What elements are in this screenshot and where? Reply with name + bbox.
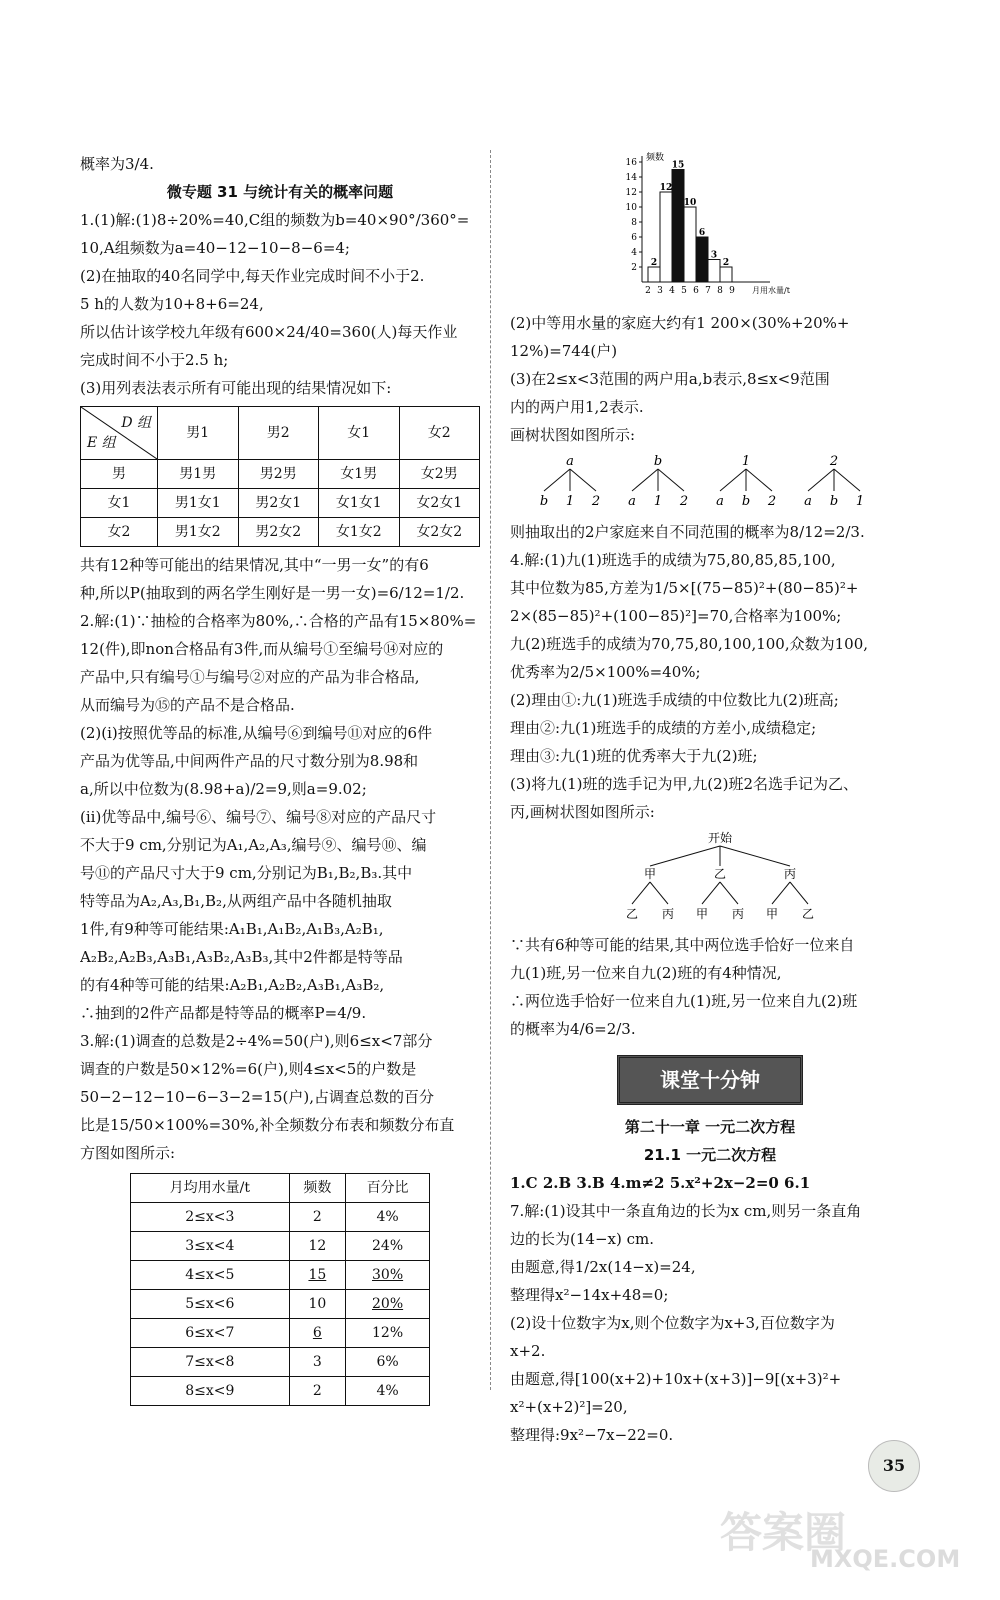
tree-leaf: a [716, 494, 724, 509]
count-cell: 2 [289, 1377, 346, 1406]
section-title: 21.1 一元二次方程 [643, 1146, 777, 1164]
tree-branch [658, 469, 684, 491]
bar-value-label: 6 [698, 228, 706, 238]
watermark-url: MXQE.COM [810, 1545, 961, 1573]
table-cell: 女1男 [319, 460, 400, 489]
text-line: 共有12种等可能出的结果情况,其中“一男一女”的有6 [80, 556, 429, 574]
count-cell: 3 [289, 1348, 346, 1377]
tree-node: 甲 [643, 867, 657, 881]
x-tick-label: 3 [657, 286, 663, 296]
bar-value-label: 12 [659, 183, 673, 193]
count-cell [289, 1319, 346, 1348]
tree-leaf: b [741, 494, 751, 509]
intro-line: 概率为3/4. [80, 155, 154, 173]
tree-leaf: b [539, 494, 549, 509]
text-line: ∴两位选手恰好一位来自九(1)班,另一位来自九(2)班 [510, 992, 858, 1010]
frequency-table [130, 1173, 430, 1406]
text-line: (3)用列表法表示所有可能出现的结果情况如下: [80, 379, 392, 397]
tree-root: 1 [741, 454, 751, 469]
column-divider [490, 150, 491, 1390]
column-header: 月均用水量/t [131, 1174, 290, 1203]
table-cell: 男2女2 [238, 518, 319, 547]
text-line: x+2. [510, 1342, 546, 1360]
tree-branch [720, 882, 738, 904]
text-line: 的概率为4/6=2/3. [510, 1020, 636, 1038]
bar-value-label: 10 [683, 198, 697, 208]
d-group-label: D 组 [121, 415, 151, 431]
table-row [81, 489, 480, 518]
right-column [510, 150, 910, 1449]
percent-cell: 4% [346, 1203, 430, 1232]
tree-leaf: a [628, 494, 636, 509]
text-line: (2)理由①:九(1)班选手成绩的中位数比九(2)班高; [510, 691, 839, 709]
tree-branch [632, 469, 658, 491]
tree-branch [632, 882, 650, 904]
range-cell: 8≤x<9 [131, 1377, 290, 1406]
filled-answer: 6 [312, 1325, 322, 1341]
text-line: 内的两户用1,2表示. [510, 398, 644, 416]
text-line: 九(2)班选手的成绩为70,75,80,100,100,众数为100, [510, 635, 869, 653]
section-banner: 课堂十分钟 [617, 1055, 803, 1105]
range-cell: 3≤x<4 [131, 1232, 290, 1261]
tree-branch [720, 846, 790, 866]
page-number: 35 [868, 1440, 920, 1492]
tree-root: b [653, 454, 663, 469]
answer-list: 1.C 2.B 3.B 4.m≠2 5.x²+2x−2=0 6.1 [510, 1174, 811, 1192]
table-header-row [131, 1174, 430, 1203]
problem-7 [510, 1197, 910, 1449]
table-corner-cell [81, 407, 158, 460]
tree-root: a [566, 454, 574, 469]
tree-branch [650, 882, 668, 904]
tree-branch [790, 882, 808, 904]
text-line: 号⑪的产品尺寸大于9 cm,分别记为B₁,B₂,B₃.其中 [80, 864, 413, 882]
tree-leaf: 1 [855, 494, 865, 509]
column-header: 百分比 [346, 1174, 430, 1203]
tree-node: 乙 [713, 867, 727, 881]
bar-value-label: 2 [722, 258, 730, 268]
x-tick-label: 2 [645, 286, 651, 296]
table-cell: 女2女1 [399, 489, 480, 518]
text-line: 从而编号为⑮的产品不是合格品. [80, 696, 295, 714]
text-line: (ii)优等品中,编号⑥、编号⑦、编号⑧对应的产品尺寸 [80, 808, 437, 826]
text-line: A₂B₂,A₂B₃,A₃B₁,A₃B₂,A₃B₃,其中2件都是特等品 [80, 948, 403, 966]
problem-4-end [510, 931, 910, 1043]
table-header-row [81, 407, 480, 460]
table-cell: 女1女2 [319, 518, 400, 547]
tree-leaf: b [829, 494, 839, 509]
tree-leaf: a [804, 494, 812, 509]
histogram-bar [720, 267, 732, 282]
text-line: ∴抽到的2件产品都是特等品的概率P=4/9. [80, 1004, 367, 1022]
tree-branch [650, 846, 720, 866]
text-line: 调查的户数是50×12%=6(户),则4≤x<5的户数是 [80, 1060, 417, 1078]
table-row [131, 1319, 430, 1348]
text-line: 50−2−12−10−6−3−2=15(户),占调查总数的百分 [80, 1088, 434, 1106]
text-line: 边的长为(14−x) cm. [510, 1230, 654, 1248]
filled-answer: 20% [372, 1296, 404, 1312]
table-row [131, 1261, 430, 1290]
text-line: 产品中,只有编号①与编号②对应的产品为非合格品, [80, 668, 420, 686]
text-line: (3)在2≤x<3范围的两户用a,b表示,8≤x<9范围 [510, 370, 830, 388]
y-tick-label: 8 [631, 218, 637, 228]
range-cell: 4≤x<5 [131, 1261, 290, 1290]
text-line: 所以估计该学校九年级有600×24/40=360(人)每天作业 [80, 323, 458, 341]
row-header: 女2 [81, 518, 158, 547]
text-line: 12%)=744(户) [510, 342, 618, 360]
text-line: 1.(1)解:(1)8÷20%=40,C组的频数为b=40×90°/360°= [80, 211, 470, 229]
problem-3-continued [510, 309, 910, 449]
text-line: 丙,画树状图如图所示: [510, 803, 655, 821]
tree-branch [808, 469, 834, 491]
table-cell: 女1女1 [319, 489, 400, 518]
tree-leaf: 1 [565, 494, 575, 509]
column-header: 女1 [319, 407, 400, 460]
table-row [131, 1377, 430, 1406]
table-cell: 男1女1 [158, 489, 239, 518]
column-header: 男2 [238, 407, 319, 460]
text-line: 完成时间不小于2.5 h; [80, 351, 229, 369]
tree-leaf: 乙 [801, 907, 815, 921]
range-cell: 2≤x<3 [131, 1203, 290, 1232]
tree-diagram-1 [510, 453, 910, 509]
tree-branch [772, 882, 790, 904]
range-cell: 5≤x<6 [131, 1290, 290, 1319]
problem-3 [80, 1027, 480, 1167]
text-line: 3.解:(1)调查的总数是2÷4%=50(户),则6≤x<7部分 [80, 1032, 433, 1050]
text-line: (2)在抽取的40名同学中,每天作业完成时间不小于2. [80, 267, 425, 285]
text-line: 方图如图所示: [80, 1144, 176, 1162]
text-line: 其中位数为85,方差为1/5×[(75−85)²+(80−85)²+ [510, 579, 859, 597]
left-column [80, 150, 480, 1406]
text-line: 特等品为A₂,A₃,B₁,B₂,从两组产品中各随机抽取 [80, 892, 392, 910]
text-line: 由题意,得1/2x(14−x)=24, [510, 1258, 696, 1276]
column-header: 男1 [158, 407, 239, 460]
text-line: (2)设十位数字为x,则个位数字为x+3,百位数字为 [510, 1314, 835, 1332]
y-tick-label: 4 [631, 248, 637, 258]
problem-1 [80, 206, 480, 402]
x-tick-label: 9 [729, 286, 735, 296]
tree-root: 2 [829, 454, 839, 469]
tree-leaf: 甲 [695, 907, 709, 921]
text-line: 的有4种等可能的结果:A₂B₁,A₂B₂,A₃B₁,A₃B₂, [80, 976, 385, 994]
y-tick-label: 14 [625, 173, 637, 183]
bar-value-label: 2 [650, 258, 658, 268]
tree-leaf: 2 [591, 494, 601, 509]
tree-leaf: 2 [767, 494, 777, 509]
frequency-histogram [620, 150, 800, 300]
histogram-bar [696, 237, 708, 282]
x-tick-label: 6 [693, 286, 699, 296]
count-cell: 2 [289, 1203, 346, 1232]
range-cell: 7≤x<8 [131, 1348, 290, 1377]
bar-value-label: 15 [671, 160, 685, 171]
bar-value-label: 3 [710, 250, 718, 261]
tree-branch [544, 469, 570, 491]
text-line: 12(件),即non合格品有3件,而从编号①至编号⑭对应的 [80, 640, 444, 658]
e-group-label: E 组 [87, 435, 116, 451]
text-line: 则抽取出的2户家庭来自不同范围的概率为8/12=2/3. [510, 523, 865, 541]
table-cell: 男1女2 [158, 518, 239, 547]
range-cell: 6≤x<7 [131, 1319, 290, 1348]
percent-cell: 12% [346, 1319, 430, 1348]
y-axis-label: 频数 [646, 153, 665, 163]
text-line: (2)中等用水量的家庭大约有1 200×(30%+20%+ [510, 314, 850, 332]
percent-cell: 4% [346, 1377, 430, 1406]
x-axis-label: 月用水量/t [752, 286, 790, 295]
table-row [131, 1348, 430, 1377]
y-tick-label: 6 [631, 233, 637, 243]
text-line: ∵共有6种等可能的结果,其中两位选手恰好一位来自 [510, 936, 855, 954]
text-line: 理由③:九(1)班的优秀率大于九(2)班; [510, 747, 758, 765]
percent-cell: 6% [346, 1348, 430, 1377]
y-tick-label: 2 [631, 263, 637, 273]
text-line: 画树状图如图所示: [510, 426, 636, 444]
text-line: (3)将九(1)班的选手记为甲,九(2)班2名选手记为乙、 [510, 775, 859, 793]
text-line: a,所以中位数为(8.98+a)/2=9,则a=9.02; [80, 780, 367, 798]
text-line: x²+(x+2)²]=20, [510, 1398, 628, 1416]
y-tick-label: 12 [625, 188, 637, 198]
column-header: 频数 [289, 1174, 346, 1203]
table-row [131, 1290, 430, 1319]
histogram-bar [672, 170, 684, 283]
y-tick-label: 10 [625, 203, 637, 213]
table-row [131, 1232, 430, 1261]
text-line: 10,A组频数为a=40−12−10−8−6=4; [80, 239, 350, 257]
percent-cell [346, 1261, 430, 1290]
text-line: 5 h的人数为10+8+6=24, [80, 295, 264, 313]
text-line: 不大于9 cm,分别记为A₁,A₂,A₃,编号⑨、编号⑩、编 [80, 836, 427, 854]
filled-answer: 15 [308, 1267, 327, 1283]
percent-cell [346, 1290, 430, 1319]
filled-answer: 30% [372, 1267, 404, 1283]
outcome-table [80, 406, 480, 547]
text-line: 2.解:(1)∵抽检的合格率为80%,∴合格的产品有15×80%= [80, 612, 477, 630]
text-line: 2×(85−85)²+(100−85)²]=70,合格率为100%; [510, 607, 842, 625]
problem-2 [80, 607, 480, 1027]
problem-4 [510, 546, 910, 826]
text-line: 种,所以P(抽取到的两名学生刚好是一男一女)=6/12=1/2. [80, 584, 465, 602]
tree-branch [720, 469, 746, 491]
table-row [81, 460, 480, 489]
tree-start: 开始 [707, 831, 733, 845]
row-header: 女1 [81, 489, 158, 518]
percent-cell: 24% [346, 1232, 430, 1261]
count-cell: 10 [289, 1290, 346, 1319]
text-line: 比是15/50×100%=30%,补全频数分布表和频数分布直 [80, 1116, 455, 1134]
histogram-bar [660, 192, 672, 282]
table-cell: 女2男 [399, 460, 480, 489]
tree-leaf: 乙 [625, 907, 639, 921]
text-line: 由题意,得[100(x+2)+10x+(x+3)]−9[(x+3)²+ [510, 1370, 842, 1388]
x-tick-label: 8 [717, 286, 723, 296]
tree-branch [834, 469, 860, 491]
topic-heading: 微专题 31 与统计有关的概率问题 [166, 183, 394, 201]
y-tick-label: 16 [625, 158, 637, 168]
tree-leaf: 丙 [731, 907, 745, 921]
tree-diagram-2 [510, 830, 910, 922]
text-line: 7.解:(1)设其中一条直角边的长为x cm,则另一条直角 [510, 1202, 862, 1220]
histogram-bar [648, 267, 660, 282]
table-cell: 男1男 [158, 460, 239, 489]
histogram-bar [684, 207, 696, 282]
text-line: 优秀率为2/5×100%=40%; [510, 663, 701, 681]
text-line: 九(1)班,另一位来自九(2)班的有4种情况, [510, 964, 782, 982]
text-line: 整理得x²−14x+48=0; [510, 1286, 669, 1304]
table-row [131, 1203, 430, 1232]
x-tick-label: 7 [705, 286, 711, 296]
text-line: 理由②:九(1)班选手的成绩的方差小,成绩稳定; [510, 719, 817, 737]
tree-leaf: 2 [679, 494, 689, 509]
tree-branch [746, 469, 772, 491]
count-cell [289, 1261, 346, 1290]
tree-leaf: 1 [653, 494, 663, 509]
chapter-title: 第二十一章 一元二次方程 [624, 1118, 796, 1136]
text-line: 4.解:(1)九(1)班选手的成绩为75,80,85,85,100, [510, 551, 836, 569]
text-line: (2)(i)按照优等品的标准,从编号⑥到编号⑪对应的6件 [80, 724, 433, 742]
table-cell: 男2女1 [238, 489, 319, 518]
watermark-logo: 答案圈 [720, 1508, 847, 1557]
tree-branch [570, 469, 596, 491]
text-line: 1件,有9种等可能结果:A₁B₁,A₁B₂,A₁B₃,A₂B₁, [80, 920, 384, 938]
column-header: 女2 [399, 407, 480, 460]
histogram-bar [708, 260, 720, 283]
count-cell: 12 [289, 1232, 346, 1261]
x-tick-label: 5 [681, 286, 687, 296]
tree-node: 丙 [783, 867, 797, 881]
tree-leaf: 丙 [661, 907, 675, 921]
x-tick-label: 4 [669, 286, 675, 296]
table-cell: 男2男 [238, 460, 319, 489]
table-cell: 女2女2 [399, 518, 480, 547]
table-row [81, 518, 480, 547]
row-header: 男 [81, 460, 158, 489]
text-line: 整理得:9x²−7x−22=0. [510, 1426, 674, 1444]
tree-branch [702, 882, 720, 904]
text-line: 产品为优等品,中间两件产品的尺寸数分别为8.98和 [80, 752, 419, 770]
tree-leaf: 甲 [765, 907, 779, 921]
